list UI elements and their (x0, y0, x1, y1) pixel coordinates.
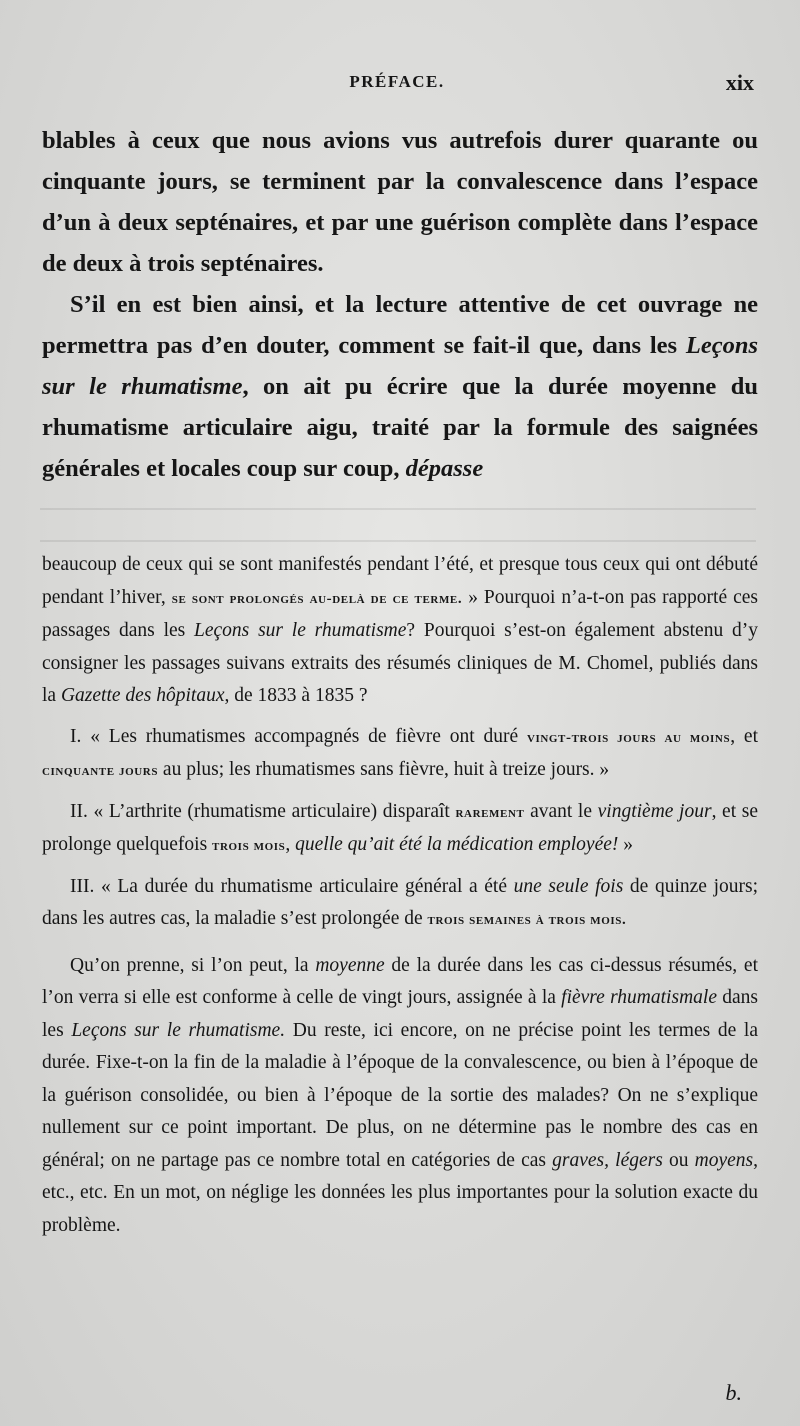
book-title: Leçons sur le rhumatisme. (71, 1019, 286, 1041)
small-caps-text: trois semaines à trois mois. (427, 912, 627, 928)
footnote-paragraph-2 (42, 950, 758, 1243)
emphasis: quelle qu’ait été la médication employée! (295, 834, 619, 855)
text-run: de la durée dans les cas ci-dessus résumés, et l’on verra si elle est conforme à celle de vingt jours, assignée à la (42, 954, 758, 1008)
small-caps-text: cinquante jours (42, 763, 159, 779)
text-run: , et se prolonge quelquefois (42, 800, 758, 855)
main-text (42, 120, 758, 489)
text-run: ou (662, 1149, 695, 1171)
text-run: avant le (524, 800, 598, 822)
text-run: I. « Les rhumatismes accompagnés de fièvre ont duré (70, 725, 527, 747)
running-head: PRÉFACE. (349, 72, 445, 91)
text-run: , de 1833 à 1835 ? (224, 685, 368, 706)
page-number: xix (725, 70, 754, 95)
page-header (40, 72, 754, 102)
footnote-text (42, 549, 758, 1242)
small-caps-text: vingt-trois jours au moins (526, 729, 731, 746)
show-through-shadow (40, 482, 756, 542)
quote-iii (42, 871, 758, 937)
text-run: , et (730, 725, 758, 747)
main-paragraph-1: blables à ceux que nous avions vus autrefois durer quarante ou cinquante jours, se terminent par la convalescence dans l’espace d’un à deux septénaires, et par une guérison complète dans l’espace de deux à trois septénaires. (42, 127, 758, 277)
emphasis: dépasse (405, 455, 484, 482)
text-run: Du reste, ici encore, on ne précise point les termes de la durée. Fixe-t-on la fin de la maladie à l’époque de la convalescence, ou bien à l’époque de la guérison consolidée, ou bien à l’époque de la sortie des malades? On ne s’explique nullement sur ce point important. De plus, on ne détermine pas le nombre des cas en général; on ne partage pas ce nombre total en catégories de cas (42, 1019, 758, 1171)
main-paragraph-2 (42, 284, 758, 489)
text-run: beaucoup de ceux qui se sont manifestés pendant l’été, et presque tous ceux qui ont débuté pendant l’hiver, (42, 554, 758, 608)
text-run: » (618, 834, 634, 855)
book-title: Leçons sur le rhumatisme (42, 332, 758, 400)
text-run: Qu’on prenne, si l’on peut, la (70, 954, 316, 976)
text-run: ? Pourquoi s’est-on également abstenu d’y consigner les passages suivans extraits des résumés cliniques de M. Chomel, publiés dans la (42, 620, 758, 706)
footnote-paragraph-1 (42, 549, 758, 713)
text-run: II. « L’arthrite (rhumatisme articulaire) disparaît (70, 800, 456, 822)
text-run: , (285, 834, 296, 855)
text-run: dans les (42, 987, 758, 1041)
book-title: Leçons sur le rhumatisme (194, 620, 407, 641)
emphasis: une seule fois (513, 875, 624, 897)
journal-title: Gazette des hôpitaux (60, 685, 225, 706)
text-run: III. « La durée du rhumatisme articulaire général a été (70, 875, 514, 897)
emphasis: graves, légers (552, 1149, 663, 1171)
text-run: au plus; les rhumatismes sans fièvre, huit à treize jours. » (158, 759, 610, 780)
quote-ii (42, 796, 758, 863)
small-caps-text: rarement (455, 804, 525, 821)
quote-i (42, 721, 758, 788)
signature-mark: b. (725, 1380, 742, 1405)
emphasis: moyens (694, 1149, 754, 1171)
text-run: S’il en est bien ainsi, et la lecture attentive de cet ouvrage ne permettra pas d’en douter, comment se fait-il que, dans les (42, 291, 758, 359)
text-run: , on ait pu écrire que la durée moyenne du rhumatisme articulaire aigu, traité par la formule des saignées générales et locales coup sur coup, (42, 373, 758, 482)
text-run: , etc., etc. En un mot, on néglige les données les plus importantes pour la solution exacte du problème. (42, 1149, 758, 1236)
text-run: » Pourquoi n’a-t-on pas rapporté ces passages dans les (42, 586, 758, 641)
emphasis: moyenne (315, 954, 385, 976)
text-run: de quinze jours; dans les autres cas, la maladie s’est prolongée de (42, 875, 758, 929)
small-caps-text: se sont prolongés au-delà de ce terme. (171, 590, 463, 607)
small-caps-text: trois mois (212, 838, 286, 854)
emphasis: vingtième jour (597, 800, 712, 822)
emphasis: fièvre rhumatismale (561, 987, 717, 1008)
